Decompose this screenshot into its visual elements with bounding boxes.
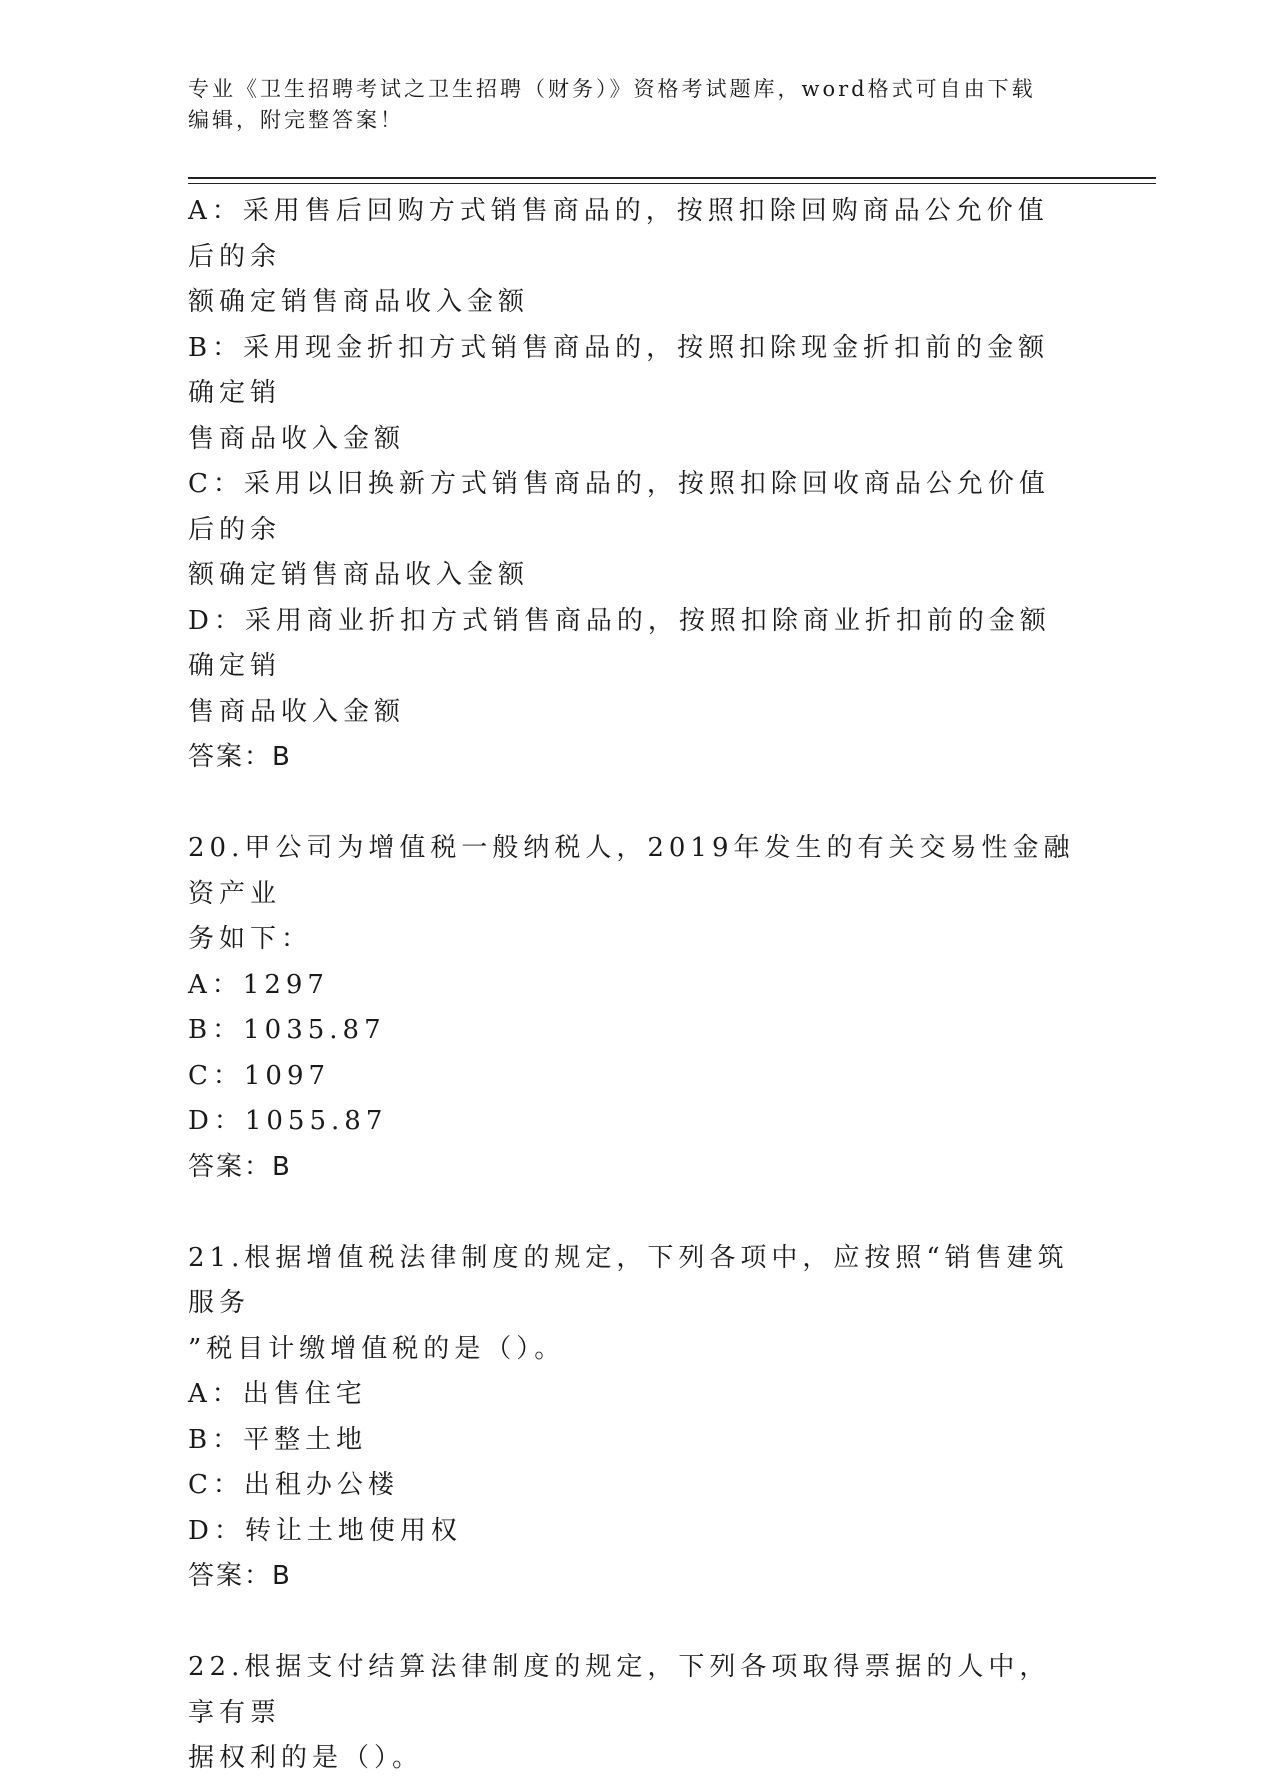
question-list — [188, 189, 1078, 1782]
option-b: B：平整土地 — [188, 1424, 368, 1455]
question-stem: 21.根据增值税法律制度的规定，下列各项中，应按照“销售建筑服务 ”税目计缴增值税的是（）。 — [188, 1242, 1069, 1364]
answer: 答案：B — [188, 742, 292, 772]
option-c: C：采用以旧换新方式销售商品的，按照扣除回收商品公允价值后的余 额确定销售商品收入金额 — [188, 469, 1050, 590]
header-line-1: 专业《卫生招聘考试之卫生招聘（财务）》资格考试题库，word格式可自由下载 — [188, 77, 1036, 101]
question-21 — [188, 1236, 1078, 1600]
option-a: A：1297 — [188, 969, 329, 1000]
question-stem: 22.根据支付结算法律制度的规定，下列各项取得票据的人中，享有票 据权利的是（）。 — [188, 1652, 1051, 1773]
option-b: B：1035.87 — [188, 1015, 386, 1045]
question-22 — [188, 1645, 1078, 1782]
option-a: A：出售住宅 — [188, 1379, 367, 1409]
option-d: D：1055.87 — [188, 1106, 388, 1136]
question-20 — [188, 826, 1078, 1190]
header-divider-thick — [188, 177, 1156, 179]
question-19 — [188, 189, 1078, 781]
header-line-2: 编辑，附完整答案！ — [188, 108, 404, 132]
option-c: C：出租办公楼 — [188, 1470, 399, 1500]
option-c: C：1097 — [188, 1060, 331, 1091]
option-b: B：采用现金折扣方式销售商品的，按照扣除现金折扣前的金额确定销 售商品收入金额 — [188, 332, 1050, 454]
option-d: D：采用商业折扣方式销售商品的，按照扣除商业折扣前的金额确定销 售商品收入金额 — [188, 605, 1051, 727]
header-divider-thin — [188, 183, 1156, 184]
option-d: D：转让土地使用权 — [188, 1515, 462, 1546]
spacer — [188, 1190, 1078, 1236]
question-stem: 20.甲公司为增值税一般纳税人，2019年发生的有关交易性金融资产业 务如下： — [188, 833, 1075, 954]
answer: 答案：B — [188, 1151, 292, 1182]
option-a: A：采用售后回购方式销售商品的，按照扣除回购商品公允价值后的余 额确定销售商品收入金额 — [188, 196, 1049, 317]
answer: 答案：B — [188, 1561, 292, 1591]
spacer — [188, 781, 1078, 827]
document-header — [188, 74, 1068, 136]
spacer — [188, 1600, 1078, 1646]
